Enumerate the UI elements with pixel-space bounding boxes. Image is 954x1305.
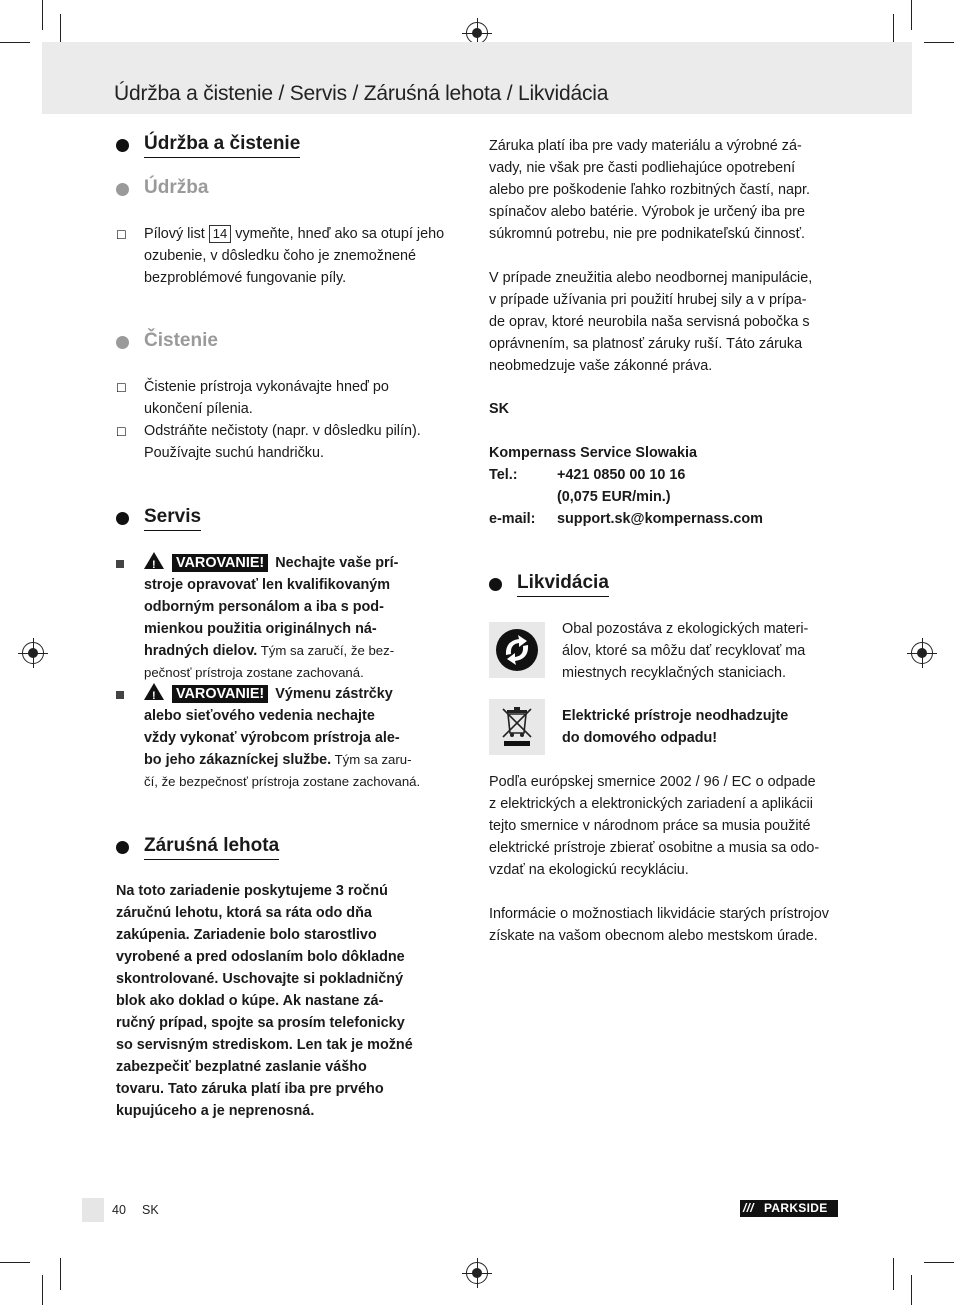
crop-mark — [911, 0, 912, 30]
servis-warning-2: !VAROVANIE! Výmenu zástrčky alebo sieťového vedenia nechajte vždy vykonať výrobcom prístroja ale- bo jeho zákazníckej službe. Tým sa zaru- čí, že bezpečnosť prístroja zostane zachovaná. — [144, 683, 474, 793]
disposal-info-text: Informácie o možnostiach likvidácie starých prístrojov získate na vašom obecnom alebo mestskom úrade. — [489, 906, 829, 944]
square-bullet-icon — [116, 691, 124, 699]
crop-mark — [911, 1275, 912, 1305]
header-band — [42, 42, 912, 114]
warranty-scope-text: Záruka platí iba pre vady materiálu a výrobné zá- vady, nie však pre časti podliehajúce opotrebení alebo pre poškodenie ľahko rozbitných častí, napr. spínačov alebo batérie. Výrobok je určený iba pre súkromnú potrebu, nie pre podnikateľskú činnosť. — [489, 138, 810, 242]
warning-label: VAROVANIE! — [172, 554, 268, 572]
email-address: support.sk@kompernass.com — [557, 511, 763, 527]
page-number-box — [82, 1198, 104, 1222]
weee-warning-text: Elektrické prístroje neodhadzujte do domového odpadu! — [562, 708, 789, 746]
crop-mark — [924, 1262, 954, 1263]
page-title: Údržba a čistenie / Servis / Záruśná lehota / Likvidácia — [114, 82, 609, 105]
country-code: SK — [489, 401, 509, 417]
bullet-dot — [116, 183, 129, 196]
cistenie-item-2: Odstráňte nečistoty (napr. v dôsledku pilín). Používajte suchú handričku. — [144, 423, 421, 461]
registration-mark-icon — [911, 642, 933, 664]
registration-mark-icon — [466, 1262, 488, 1284]
warranty-text: Na toto zariadenie poskytujeme 3 ročnú záručnú lehotu, ktorá sa ráta odo dňa zakúpenia. Zariadenie bolo starostlivo vyrobené a pred odoslaním bolo dôkladne skontrolované. Uschovajte si pokladničný blok ako doklad o kúpe. Ak nastane zá- ručný prípad, spojte sa prosím telefonicky so servisným strediskom. Len tak je možné zabezpečiť bezplatné zaslanie vášho tovaru. Tato záruka platí iba pre prvého kupujúceho a je neprenosná. — [116, 883, 413, 1119]
warning-triangle-icon — [144, 552, 164, 569]
checkbox-bullet-icon: ☐ — [116, 425, 127, 439]
crop-mark — [0, 1262, 30, 1263]
warranty-void-text: V prípade zneužitia alebo neodbornej manipulácie, v prípade užívania pri použití hrubej sily a v prípa- de oprav, ktoré neurobila naša servisná pobočka s oprávnením, sa platnosť záruky ruší. Táto záruka neobmedzuje vaše zákonné práva. — [489, 270, 813, 374]
warning-label: VAROVANIE! — [172, 685, 268, 703]
phone-number: +421 0850 00 10 16 — [557, 467, 686, 483]
bullet-dot — [489, 578, 502, 591]
crop-mark — [60, 1258, 61, 1290]
bullet-dot — [116, 512, 129, 525]
bullet-dot — [116, 336, 129, 349]
registration-mark-icon — [466, 22, 488, 44]
crop-mark — [42, 0, 43, 30]
bullet-dot — [116, 841, 129, 854]
cistenie-item-1: Čistenie prístroja vykonávajte hneď po ukončení pílenia. — [144, 379, 389, 417]
crop-mark — [0, 42, 30, 43]
udrzba-text: Pílový list 14 vymeňte, hneď ako sa otupí jeho ozubenie, v dôsledku čoho je znemožnené bezproblémové fungovanie píly. — [144, 226, 445, 286]
page-number: 40 — [112, 1203, 126, 1217]
registration-mark-icon — [22, 642, 44, 664]
part-ref-box: 14 — [209, 225, 231, 243]
company-name: Kompernass Service Slowakia — [489, 445, 697, 461]
warning-triangle-icon — [144, 683, 164, 700]
parkside-logo: /// PARKSIDE — [740, 1200, 838, 1217]
crop-mark — [42, 1275, 43, 1305]
checkbox-bullet-icon: ☐ — [116, 228, 127, 242]
weee-crossed-bin-icon — [489, 699, 545, 755]
service-contact: SK Kompernass Service Slowakia Tel.: +421 0850 00 10 16 (0,075 EUR/min.) e-mail: support.sk@kompernass.com — [489, 398, 849, 530]
checkbox-bullet-icon: ☐ — [116, 381, 127, 395]
language-code: SK — [142, 1203, 159, 1217]
packaging-recycle-text: Obal pozostáva z ekologických materi- álov, ktoré sa môžu dať recyklovať ma miestnych recyklačných staniciach. — [562, 621, 809, 681]
servis-warning-1: !VAROVANIE! Nechajte vaše prí- stroje opravovať len kvalifikovaným odborným personálom a iba s pod- mienkou použitia originálnych ná- hradných dielov. Tým sa zaručí, že bez- pečnosť prístroja zostane zachovaná. — [144, 552, 474, 684]
directive-text: Podľa európskej smernice 2002 / 96 / EC o odpade z elektrických a elektronických zariadení a aplikácii tejto smernice v národnom práce sa musia použité elektrické prístroje zbierať osobitne a musia sa odo- vzdať na ekologickú recykláciu. — [489, 774, 820, 878]
square-bullet-icon — [116, 560, 124, 568]
recycle-icon — [489, 622, 545, 678]
crop-mark — [893, 1258, 894, 1290]
crop-mark — [924, 42, 954, 43]
bullet-dot — [116, 139, 129, 152]
